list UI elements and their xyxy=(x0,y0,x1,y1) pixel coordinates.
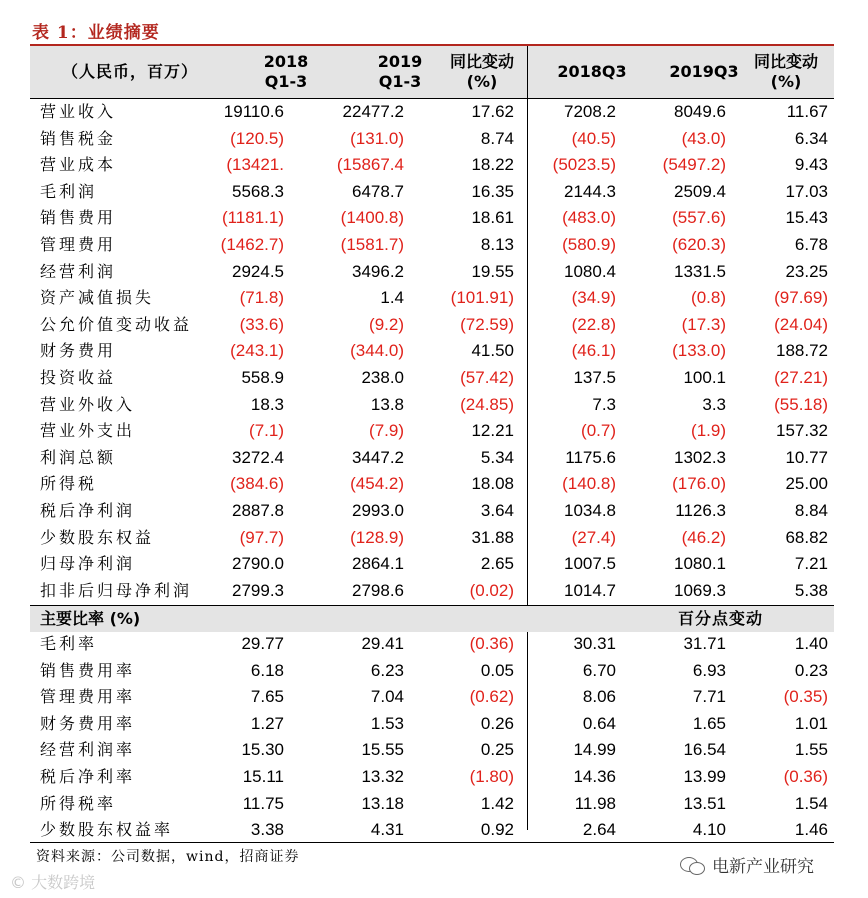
table-cell: 6.34 xyxy=(794,128,828,148)
table-cell: 6.18 xyxy=(250,660,284,680)
table-cell: 1.01 xyxy=(794,713,828,733)
table-cell: (140.8) xyxy=(562,474,616,494)
table-cell: 558.9 xyxy=(241,367,284,387)
table-cell: (27.4) xyxy=(571,527,616,547)
table-cell: (580.9) xyxy=(562,234,616,254)
watermark-left: © 大数跨境 xyxy=(10,873,96,892)
table-row xyxy=(30,551,834,578)
table-cell: 2509.4 xyxy=(674,181,726,201)
table-cell: (43.0) xyxy=(681,128,726,148)
table-cell: 25.00 xyxy=(785,474,828,494)
table-cell: (7.1) xyxy=(249,421,284,441)
table-cell: (5023.5) xyxy=(552,155,616,175)
table-cell: 18.22 xyxy=(471,155,514,175)
table-cell: 1.27 xyxy=(250,713,284,733)
table-cell: 1.40 xyxy=(794,634,828,653)
table-cell: 5.34 xyxy=(480,447,514,467)
row-label: 营业收入 xyxy=(40,102,117,121)
table-cell: 1.53 xyxy=(370,713,404,733)
table-cell: 1.55 xyxy=(794,740,828,760)
table-cell: 16.54 xyxy=(683,740,726,760)
table-cell: 13.32 xyxy=(361,766,404,786)
row-label: 扣非后归母净利润 xyxy=(40,580,193,600)
table-row xyxy=(30,232,834,259)
table-cell: 7.21 xyxy=(794,554,828,574)
table-cell: 1.46 xyxy=(794,820,828,840)
col-header-line1: 2019 xyxy=(377,52,423,71)
col-header-line1: 2019Q3 xyxy=(669,62,739,81)
ratios-section-right-label: 百分点变动 xyxy=(678,609,764,628)
table-cell: (1181.1) xyxy=(221,208,284,228)
table-cell: 1007.5 xyxy=(564,554,616,574)
table-row xyxy=(30,764,834,791)
row-label: 所得税率 xyxy=(40,793,117,813)
row-label: 资产减值损失 xyxy=(40,288,155,308)
row-label: 营业外收入 xyxy=(40,394,136,414)
col-header-line2: (%) xyxy=(770,72,802,91)
row-label: 经营利润 xyxy=(40,261,117,281)
table-cell: 14.36 xyxy=(573,766,616,786)
table-cell: 15.55 xyxy=(361,740,404,760)
table-cell: 18.08 xyxy=(471,474,514,494)
table-row xyxy=(30,525,834,552)
table-cell: 2887.8 xyxy=(232,500,284,520)
unit-header xyxy=(30,46,230,98)
row-label: 经营利润率 xyxy=(40,740,136,760)
table-cell: 3496.2 xyxy=(352,261,404,281)
table-cell: 30.31 xyxy=(573,634,616,653)
table-cell: 2924.5 xyxy=(232,261,284,281)
row-label: 利润总额 xyxy=(40,447,117,467)
table-cell: 29.41 xyxy=(361,634,404,653)
table-cell: (46.2) xyxy=(681,527,726,547)
table-cell: 14.99 xyxy=(573,740,616,760)
row-label: 公允价值变动收益 xyxy=(40,314,193,334)
col-header-2018q3 xyxy=(532,46,652,98)
table-cell: (1462.7) xyxy=(220,234,284,254)
table-cell: 0.25 xyxy=(480,740,514,760)
table-cell: 8.06 xyxy=(582,687,616,707)
table-cell: 2.64 xyxy=(582,820,616,840)
table-cell: 2864.1 xyxy=(352,554,404,574)
row-label: 管理费用 xyxy=(40,234,117,254)
table-cell: 17.03 xyxy=(785,181,828,201)
table-cell: (15867.4 xyxy=(336,155,404,175)
table-cell: 8.74 xyxy=(480,128,514,148)
table-cell: 7.04 xyxy=(370,687,404,707)
table-cell: (176.0) xyxy=(672,474,726,494)
table-cell: 5.38 xyxy=(794,580,828,600)
table-cell: 4.10 xyxy=(692,820,726,840)
table-cell: (1.9) xyxy=(691,421,726,441)
row-label: 税后净利率 xyxy=(40,766,136,786)
table-cell: 31.71 xyxy=(683,634,726,653)
table-row xyxy=(30,445,834,472)
col-header-line2: (%) xyxy=(466,72,498,91)
table-cell: 18.3 xyxy=(250,394,284,414)
table-row xyxy=(30,259,834,286)
table-cell: (46.1) xyxy=(571,341,616,361)
table-cell: 15.43 xyxy=(785,208,828,228)
row-label: 归母净利润 xyxy=(40,554,136,574)
table-cell: 0.05 xyxy=(480,660,514,680)
table-row xyxy=(30,338,834,365)
table-cell: 9.43 xyxy=(794,155,828,175)
row-label: 营业成本 xyxy=(40,155,117,175)
table-row xyxy=(30,684,834,711)
table-row xyxy=(30,418,834,445)
row-label: 少数股东权益 xyxy=(40,527,155,547)
table-cell: 3447.2 xyxy=(352,447,404,467)
table-cell: (24.85) xyxy=(460,394,514,414)
table-cell: (454.2) xyxy=(350,474,404,494)
table-row xyxy=(30,392,834,419)
col-header-2018-q1-3 xyxy=(226,46,346,98)
table-row xyxy=(30,631,834,658)
table-row xyxy=(30,285,834,312)
table-row xyxy=(30,365,834,392)
table-cell: 1.65 xyxy=(692,713,726,733)
table-cell: 5568.3 xyxy=(232,181,284,201)
row-label: 管理费用率 xyxy=(40,687,136,707)
col-header-yoy-2 xyxy=(736,46,836,98)
table-cell: 6.23 xyxy=(370,660,404,680)
table-cell: (243.1) xyxy=(230,341,284,361)
table-cell: 1.42 xyxy=(480,793,514,813)
table-cell: 2144.3 xyxy=(564,181,616,201)
table-cell: 8.84 xyxy=(794,500,828,520)
financial-rows xyxy=(30,99,834,604)
table-cell: 3272.4 xyxy=(232,447,284,467)
table-cell: 31.88 xyxy=(471,527,514,547)
table-cell: 2.65 xyxy=(480,554,514,574)
table-cell: 18.61 xyxy=(471,208,514,228)
row-label: 财务费用率 xyxy=(40,713,136,733)
table-cell: 3.3 xyxy=(702,394,726,414)
table-cell: 137.5 xyxy=(573,367,616,387)
table-cell: 13.8 xyxy=(370,394,404,414)
table-cell: 68.82 xyxy=(785,527,828,547)
ratios-section-label: 主要比率 (%) xyxy=(40,609,141,628)
table-row xyxy=(30,471,834,498)
ratios-section-header xyxy=(30,605,834,632)
table-cell: 11.75 xyxy=(242,793,284,813)
table-cell: 6.93 xyxy=(692,660,726,680)
table-cell: 7208.2 xyxy=(564,102,616,121)
table-row xyxy=(30,711,834,738)
table-cell: 0.92 xyxy=(480,820,514,840)
col-header-line1: 同比变动 xyxy=(449,52,514,71)
table-row xyxy=(30,791,834,818)
table-cell: 6478.7 xyxy=(352,181,404,201)
table-cell: 41.50 xyxy=(471,341,514,361)
row-label: 销售费用 xyxy=(40,208,117,228)
table-row xyxy=(30,152,834,179)
table-cell: 15.11 xyxy=(242,766,284,786)
table-cell: (1.80) xyxy=(469,766,514,786)
table-row xyxy=(30,312,834,339)
table-cell: 8.13 xyxy=(480,234,514,254)
table-cell: 0.23 xyxy=(794,660,828,680)
table-cell: 1014.7 xyxy=(564,580,616,600)
col-header-yoy-1 xyxy=(426,46,538,98)
table-cell: 1331.5 xyxy=(674,261,726,281)
table-cell: 13.99 xyxy=(683,766,726,786)
table-cell: 11.67 xyxy=(786,102,828,121)
table-cell: 3.64 xyxy=(480,500,514,520)
table-cell: (0.7) xyxy=(581,421,616,441)
table-cell: (71.8) xyxy=(239,288,284,308)
table-header xyxy=(30,46,834,99)
table-cell: (13421. xyxy=(226,155,284,175)
table-cell: (1400.8) xyxy=(340,208,404,228)
table-cell: (72.59) xyxy=(460,314,514,334)
table-cell: 23.25 xyxy=(785,261,828,281)
table-cell: 2993.0 xyxy=(352,500,404,520)
unit-header-text: （人民币，百万） xyxy=(61,62,198,81)
table-cell: 1126.3 xyxy=(675,500,726,520)
row-label: 毛利率 xyxy=(40,634,98,653)
table-cell: (5497.2) xyxy=(662,155,726,175)
table-cell: (557.6) xyxy=(672,208,726,228)
table-cell: 17.62 xyxy=(471,102,514,121)
table-cell: (40.5) xyxy=(571,128,616,148)
table-cell: (0.35) xyxy=(783,687,828,707)
table-cell: 4.31 xyxy=(370,820,404,840)
table-row xyxy=(30,498,834,525)
col-header-line1: 2018Q3 xyxy=(557,62,627,81)
table-cell: (97.69) xyxy=(774,288,828,308)
table-cell: (483.0) xyxy=(562,208,616,228)
table-cell: 1302.3 xyxy=(674,447,726,467)
table-cell: 1080.4 xyxy=(564,261,616,281)
table-cell: (0.36) xyxy=(469,634,514,653)
table-cell: (9.2) xyxy=(369,314,404,334)
table-cell: (620.3) xyxy=(672,234,726,254)
table-cell: 12.21 xyxy=(471,421,514,441)
table-row xyxy=(30,99,834,126)
table-cell: (133.0) xyxy=(672,341,726,361)
table-cell: (1581.7) xyxy=(340,234,404,254)
table-cell: 15.30 xyxy=(241,740,284,760)
table-cell: 1069.3 xyxy=(674,580,726,600)
row-label: 税后净利润 xyxy=(40,500,136,520)
table-row xyxy=(30,205,834,232)
table-cell: 7.3 xyxy=(592,394,616,414)
table-cell: (120.5) xyxy=(230,128,284,148)
table-cell: 157.32 xyxy=(776,421,828,441)
col-header-line2: Q1-3 xyxy=(264,72,308,91)
bottom-rule xyxy=(30,842,834,843)
table-cell: 1175.6 xyxy=(565,447,616,467)
table-row xyxy=(30,737,834,764)
table-row xyxy=(30,179,834,206)
table-cell: 6.78 xyxy=(794,234,828,254)
row-label: 毛利润 xyxy=(40,181,98,201)
table-cell: 1034.8 xyxy=(564,500,616,520)
row-label: 少数股东权益率 xyxy=(40,820,174,840)
table-cell: (384.6) xyxy=(230,474,284,494)
table-row xyxy=(30,578,834,605)
table-cell: (128.9) xyxy=(350,527,404,547)
table-cell: (0.8) xyxy=(691,288,726,308)
table-cell: 11.98 xyxy=(574,793,616,813)
row-label: 营业外支出 xyxy=(40,421,136,441)
table-cell: 16.35 xyxy=(471,181,514,201)
table-cell: (101.91) xyxy=(450,288,514,308)
table-cell: 8049.6 xyxy=(674,102,726,121)
table-title: 表 1：业绩摘要 xyxy=(32,23,160,43)
table-cell: 0.64 xyxy=(582,713,616,733)
table-cell: 2790.0 xyxy=(232,554,284,574)
table-cell: 10.77 xyxy=(785,447,828,467)
table-cell: (131.0) xyxy=(350,128,404,148)
row-label: 销售费用率 xyxy=(40,660,136,680)
table-cell: (33.6) xyxy=(239,314,284,334)
table-cell: 2798.6 xyxy=(352,580,404,600)
table-cell: (55.18) xyxy=(774,394,828,414)
table-cell: 7.71 xyxy=(692,687,726,707)
table-cell: (7.9) xyxy=(369,421,404,441)
table-cell: 0.26 xyxy=(480,713,514,733)
table-cell: 22477.2 xyxy=(342,102,404,121)
watermark-right-text: 电新产业研究 xyxy=(712,857,814,877)
row-label: 投资收益 xyxy=(40,367,117,387)
table-cell: (34.9) xyxy=(571,288,616,308)
table-cell: (0.36) xyxy=(783,766,828,786)
table-cell: 29.77 xyxy=(241,634,284,653)
wechat-icon xyxy=(680,855,706,875)
row-label: 所得税 xyxy=(40,474,98,494)
table-row xyxy=(30,658,834,685)
table-cell: (17.3) xyxy=(681,314,726,334)
table-cell: (0.62) xyxy=(469,687,514,707)
row-label: 销售税金 xyxy=(40,128,117,148)
table-cell: 19.55 xyxy=(471,261,514,281)
table-cell: 3.38 xyxy=(250,820,284,840)
table-cell: 19110.6 xyxy=(223,102,284,121)
table-row xyxy=(30,817,834,844)
table-cell: (24.04) xyxy=(774,314,828,334)
watermark-right xyxy=(680,852,814,877)
table-cell: 1.4 xyxy=(380,288,404,308)
table-cell: 100.1 xyxy=(683,367,726,387)
table-cell: 7.65 xyxy=(250,687,284,707)
table-cell: 6.70 xyxy=(582,660,616,680)
table-cell: (97.7) xyxy=(239,527,284,547)
table-cell: 188.72 xyxy=(776,341,828,361)
table-cell: 13.18 xyxy=(361,793,404,813)
table-cell: (57.42) xyxy=(460,367,514,387)
table-cell: 238.0 xyxy=(361,367,404,387)
table-cell: (22.8) xyxy=(571,314,616,334)
table-cell: (344.0) xyxy=(350,341,404,361)
col-header-line2: Q1-3 xyxy=(378,72,422,91)
table-row xyxy=(30,126,834,153)
row-label: 财务费用 xyxy=(40,341,117,361)
table-cell: 1080.1 xyxy=(674,554,726,574)
col-header-line1: 同比变动 xyxy=(753,52,818,71)
table-cell: (27.21) xyxy=(774,367,828,387)
table-cell: 2799.3 xyxy=(232,580,284,600)
source-note: 资料来源：公司数据，wind，招商证券 xyxy=(36,849,300,865)
col-header-line1: 2018 xyxy=(263,52,309,71)
table-cell: 13.51 xyxy=(683,793,726,813)
table-cell: 1.54 xyxy=(794,793,828,813)
table-cell: (0.02) xyxy=(469,580,514,600)
ratio-rows xyxy=(30,631,834,844)
